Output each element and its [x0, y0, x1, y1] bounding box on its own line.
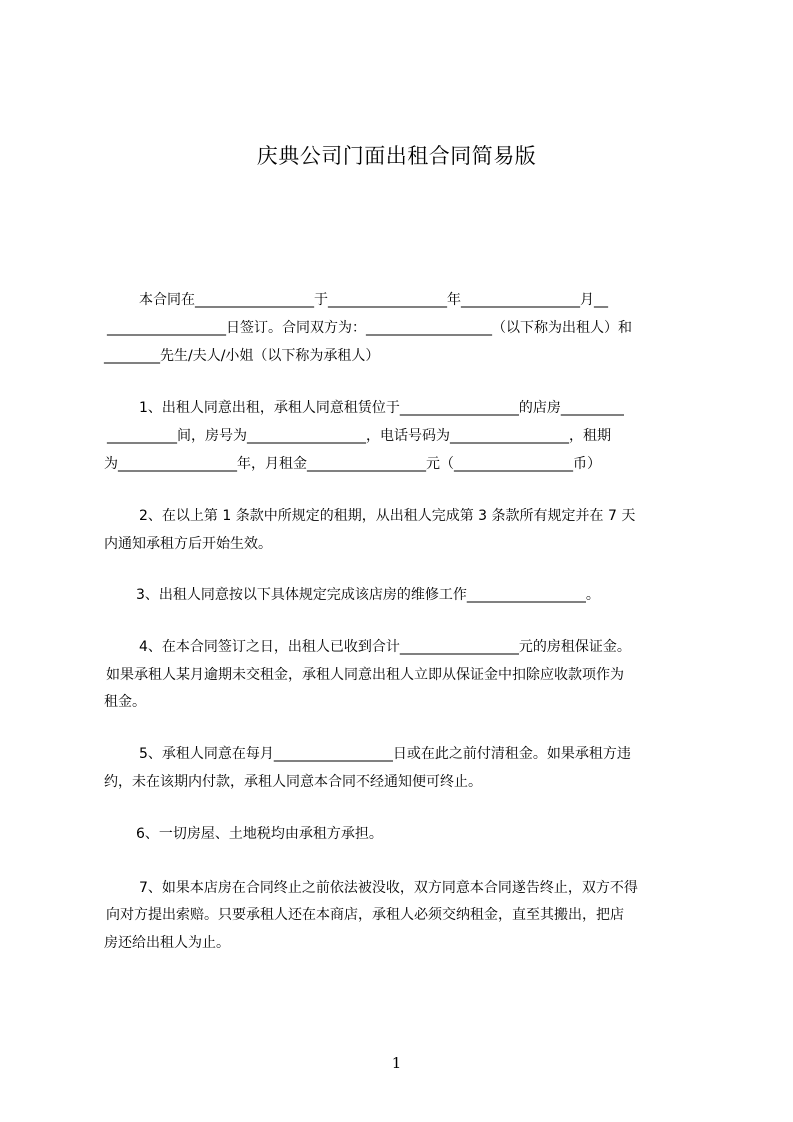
paragraph-line: 6、一切房屋、土地税均由承租方承担。	[136, 826, 383, 842]
paragraph-line: 7、如果本店房在合同终止之前依法被没收，双方同意本合同遂告终止，双方不得	[139, 880, 638, 896]
paragraph-line: 本合同在_________________于_________________年_________________月__	[139, 292, 608, 308]
paragraph-line: 租金。	[104, 694, 146, 710]
paragraph-line: 约，未在该期内付款，承租人同意本合同不经通知便可终止。	[104, 774, 482, 790]
paragraph-line: _________________日签订。合同双方为：__________________（以下称为出租人）和	[107, 320, 632, 336]
paragraph-line: 内通知承租方后开始生效。	[104, 536, 272, 552]
paragraph-line: 4、在本合同签订之日，出租人已收到合计_________________元的房租保证金。	[139, 639, 631, 655]
paragraph-line: 3、出租人同意按以下具体规定完成该店房的维修工作_________________。	[136, 587, 600, 603]
document-title: 庆典公司门面出租合同简易版	[256, 144, 537, 168]
page-number: 1	[391, 1054, 402, 1072]
paragraph-line: 向对方提出索赔。只要承租人还在本商店，承租人必须交纳租金，直至其搬出，把店	[106, 907, 624, 923]
paragraph-line: __________间，房号为_________________，电话号码为_________________，租期	[107, 428, 611, 444]
paragraph-line: 为_________________年，月租金_________________元（_________________币）	[104, 456, 601, 472]
paragraph-line: 5、承租人同意在每月_________________日或在此之前付清租金。如果承租方违	[139, 746, 631, 762]
paragraph-line: 1、出租人同意出租，承租人同意租赁位于_________________的店房_________	[139, 400, 624, 416]
paragraph-line: 如果承租人某月逾期未交租金，承租人同意出租人立即从保证金中扣除应收款项作为	[106, 667, 624, 683]
paragraph-line: ________先生/夫人/小姐（以下称为承租人）	[104, 348, 380, 364]
paragraph-line: 房还给出租人为止。	[104, 935, 230, 951]
paragraph-line: 2、在以上第 1 条款中所规定的租期，从出租人完成第 3 条款所有规定并在 7 天	[139, 508, 636, 524]
